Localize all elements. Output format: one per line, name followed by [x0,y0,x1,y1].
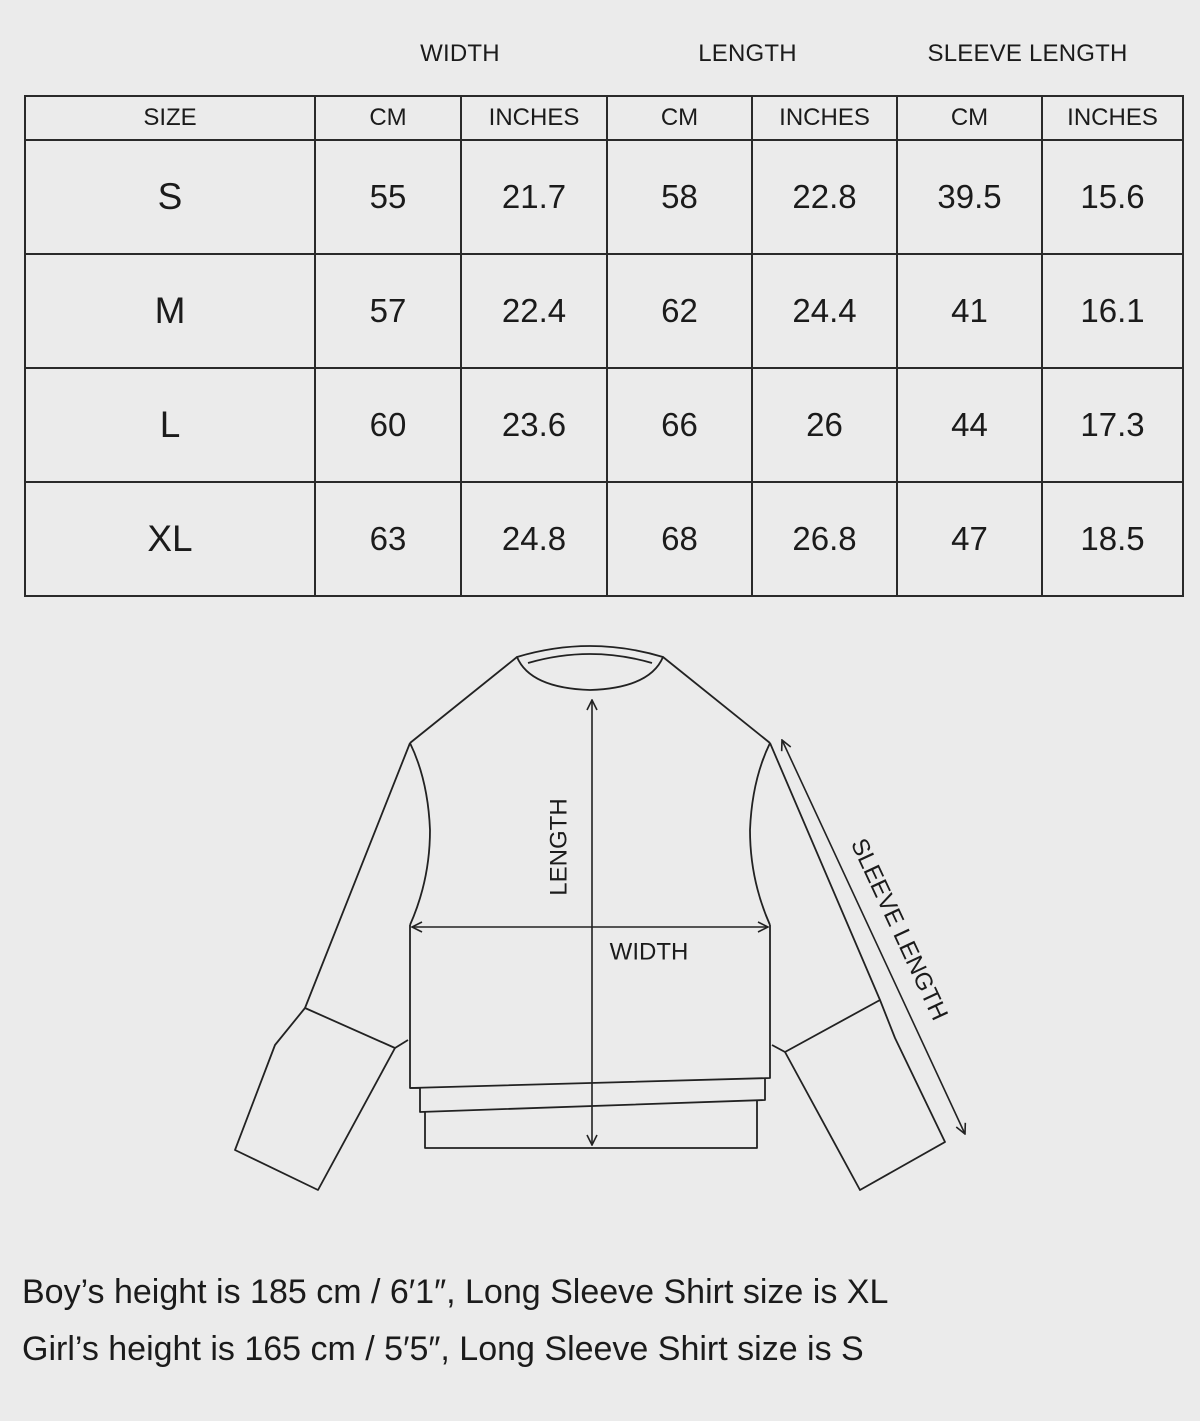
length-inches-cell: 26.8 [752,482,897,596]
sleeve-length-group-header: SLEEVE LENGTH [927,40,1128,67]
width-cm-cell: 60 [315,368,461,482]
column-header-width-cm: CM [315,96,461,140]
width-cm-cell: 57 [315,254,461,368]
width-inches-cell: 21.7 [461,140,607,254]
sleeve-length-measure-arrow [782,740,965,1134]
sleeve-cm-cell: 41 [897,254,1042,368]
length-group-header: LENGTH [698,40,797,67]
size-cell: M [25,254,315,368]
shirt-measurement-diagram [0,620,1200,1200]
sleeve-inches-cell: 15.6 [1042,140,1183,254]
table-row [25,482,1183,596]
shirt-outline [235,646,945,1190]
length-cm-cell: 68 [607,482,752,596]
sleeve-inches-cell: 17.3 [1042,368,1183,482]
length-cm-cell: 62 [607,254,752,368]
width-group-header: WIDTH [420,40,500,67]
table-row [25,254,1183,368]
width-cm-cell: 63 [315,482,461,596]
sleeve-inches-cell: 18.5 [1042,482,1183,596]
length-inches-cell: 24.4 [752,254,897,368]
sleeve-cm-cell: 39.5 [897,140,1042,254]
table-header-row [25,96,1183,140]
table-row [25,368,1183,482]
length-cm-cell: 58 [607,140,752,254]
length-inches-cell: 22.8 [752,140,897,254]
table-row [25,140,1183,254]
sleeve-length-label: SLEEVE LENGTH [845,834,953,1025]
size-cell: XL [25,482,315,596]
width-inches-cell: 23.6 [461,368,607,482]
girl-model-note: Girl’s height is 165 cm / 5′5″, Long Sleeve Shirt size is S [22,1330,864,1368]
length-cm-cell: 66 [607,368,752,482]
width-cm-cell: 55 [315,140,461,254]
boy-model-note: Boy’s height is 185 cm / 6′1″, Long Sleeve Shirt size is XL [22,1273,889,1311]
length-inches-cell: 26 [752,368,897,482]
size-chart-table [24,95,1184,597]
column-header-sleeve-inches: INCHES [1042,96,1183,140]
size-cell: L [25,368,315,482]
sleeve-inches-cell: 16.1 [1042,254,1183,368]
length-label: LENGTH [545,798,573,896]
column-header-sleeve-cm: CM [897,96,1042,140]
column-header-length-inches: INCHES [752,96,897,140]
size-cell: S [25,140,315,254]
sleeve-cm-cell: 47 [897,482,1042,596]
width-inches-cell: 22.4 [461,254,607,368]
width-label: WIDTH [609,938,689,966]
column-header-width-inches: INCHES [461,96,607,140]
column-header-size: SIZE [25,96,315,140]
width-inches-cell: 24.8 [461,482,607,596]
sleeve-cm-cell: 44 [897,368,1042,482]
column-header-length-cm: CM [607,96,752,140]
